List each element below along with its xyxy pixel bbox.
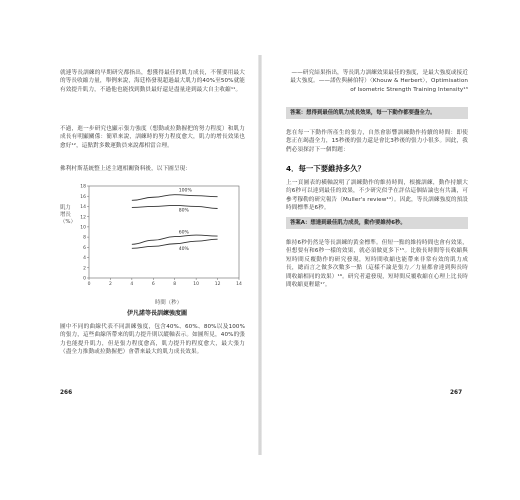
- answer-box-2: 答案A：想達到最佳肌力成長，動作要維持6秒。: [286, 217, 468, 229]
- strength-chart: [75, 180, 245, 295]
- right-page-number: 267: [450, 390, 463, 396]
- left-page: [40, 55, 260, 455]
- left-paragraph-2: 不過，進一步研究也顯示張力強度（想動或拉動握把的努力程度）和肌力成長有明顯關係：簡單來說，訓練時的努力程度愈大，肌力的增長效果也愈好¹²，這點對多數運動員來說都相當合理。: [60, 126, 245, 149]
- y-tick-label: 10: [80, 225, 86, 231]
- left-paragraph-1: 就連等長訓練的早期研究都指出，想獲得最佳的肌力成長，不僅要用最大的等長收縮力量，舉例來說，海廷格發現超過最大肌力的40%至50%就能有效提升肌力，不過他也能找到動員最好還是盡量達到最大自主收縮¹¹。: [60, 70, 245, 93]
- series-line-80pct: [132, 205, 218, 208]
- chart-ylabel: 肌力增長（%）: [60, 205, 76, 225]
- y-tick-label: 0: [83, 276, 86, 282]
- y-tick-label: 2: [83, 266, 86, 272]
- section-heading: 4．每一下要維持多久？: [286, 164, 366, 173]
- right-paragraph-3: 維持6秒仍然是等長訓練的黃金標準。但短一點的維持時間也會有效果，但想要有和6秒一樣的效果，就必須做更多下¹⁵。比較長時間等長收縮與短時間反覆動作的研究發現，短時間收縮也能帶來非常有效的肌力成長，總而言之做多次數多一點（這樣不論是張力／力量都會達到與長時間收縮相同的效果）¹⁶。研究者還發現，短時間反覆收縮在心理上比長時間收縮更輕鬆¹⁷。: [286, 240, 468, 289]
- chart-caption: 伊凡諾等長訓練強度圖: [127, 310, 188, 317]
- x-tick-label: 2: [108, 282, 112, 287]
- series-label: 40%: [178, 246, 189, 252]
- series-label: 80%: [178, 208, 189, 214]
- left-paragraph-4: 圖中不同的曲線代表不同訓練強度，包含40%、60%、80%以及100%的張力，這些曲線所帶來的肌力提升則以縱軸表示。如圖所見，40%的張力也能提升肌力，但是張力程度愈高，肌力提升的程度愈大，最大張力（盡全力推動或拉動握把）會帶來最大的肌力成長效果。: [60, 324, 245, 356]
- series-label: 60%: [178, 230, 189, 236]
- y-tick-label: 6: [83, 245, 86, 251]
- x-tick-label: 4: [130, 282, 134, 287]
- series-label: 100%: [178, 188, 192, 194]
- y-tick-label: 14: [80, 205, 86, 211]
- x-tick-label: 10: [193, 282, 200, 287]
- quote: ——研究結果指出，等長肌力訓練效果最佳的強度，是最大強度或接近最大強度。——諾佐與赫伯特）〈Khouw & Herbert〉，Optimisation of Isometric Strength Training Intensity¹³: [290, 70, 468, 93]
- chart-frame: [89, 186, 239, 278]
- x-tick-label: 6: [151, 282, 155, 287]
- answer-box-1: 答案：想得到最佳的肌力成長效果，每一下動作都要盡全力。: [286, 107, 468, 119]
- x-tick-label: 14: [236, 282, 242, 287]
- y-tick-label: 18: [80, 184, 86, 190]
- series-line-100pct: [132, 195, 218, 201]
- left-page-number: 266: [60, 390, 73, 396]
- y-tick-label: 4: [83, 256, 86, 262]
- y-tick-label: 8: [83, 235, 86, 241]
- x-tick-label: 8: [173, 282, 177, 287]
- y-tick-label: 12: [80, 215, 86, 221]
- series-line-40pct: [132, 239, 218, 248]
- right-paragraph-2: 上一頁圖表的橫軸說明了訓練動作的維持時間，根據訓練，動作持續大約6秒可以達到最佳的效果，不少研究似乎在評估這個結論也有共識，可參考穆勒的研究報告（Muller's review¹⁴）。因此，等長訓練強度的預設時間標準是6秒。: [286, 180, 468, 212]
- book-spread: [40, 55, 480, 455]
- right-paragraph-1: 您在每一下動作所產生的張力，自然會影響訓練動作持續的時間：即使您正在竭盡全力，15秒後的張力還是會比3秒後的張力小很多。因此，我們必須探討下一個問題：: [286, 130, 468, 153]
- right-page: [260, 55, 480, 455]
- x-tick-label: 12: [214, 282, 221, 287]
- series-line-60pct: [132, 235, 218, 244]
- chart-xlabel: 時間（秒）: [155, 300, 182, 306]
- x-tick-label: 0: [87, 282, 91, 287]
- left-paragraph-3: 佛利村斯基統整上述主題相關資料後，以下圖呈現：: [60, 166, 191, 172]
- y-tick-label: 16: [80, 194, 86, 200]
